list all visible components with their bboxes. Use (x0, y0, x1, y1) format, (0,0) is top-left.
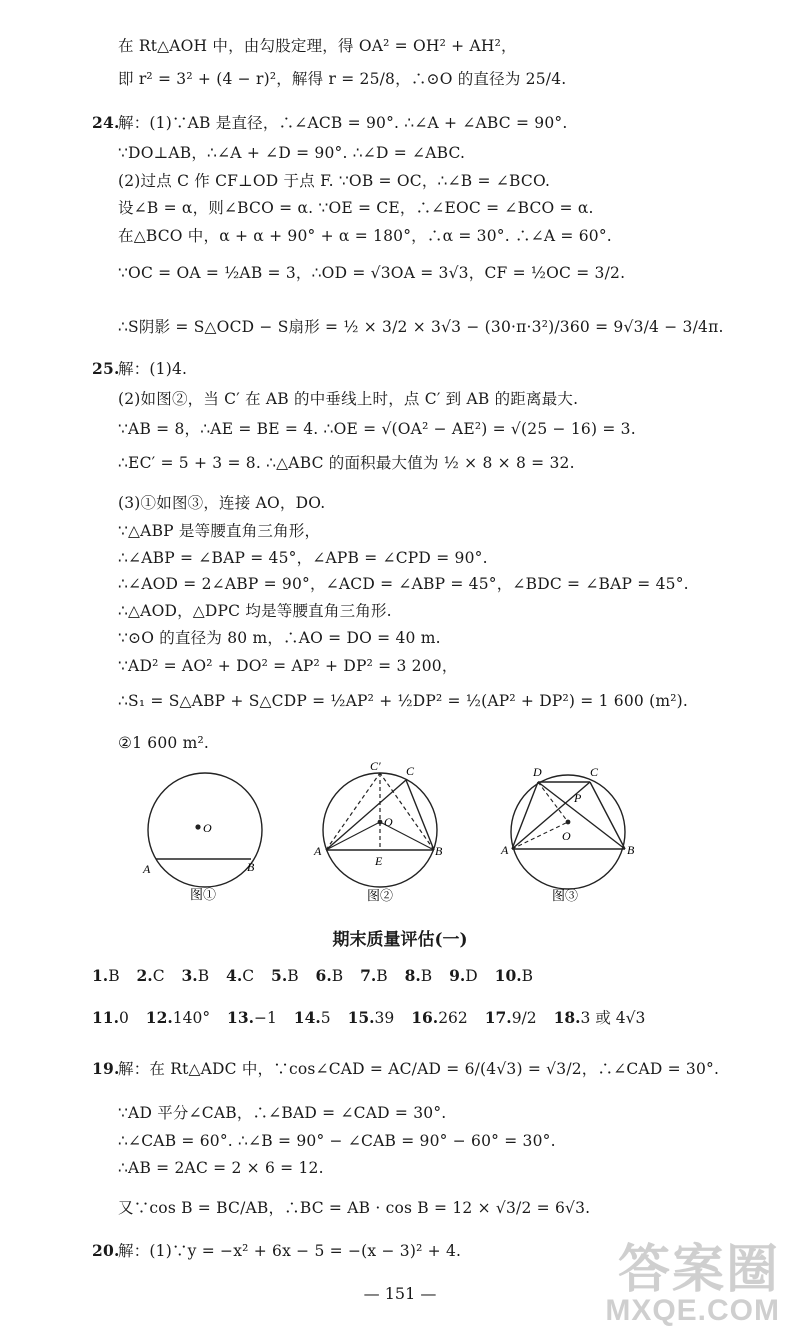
label-c-prime: C′ (370, 759, 381, 773)
label-b: B (435, 844, 443, 858)
text-line: 解：(1)4. (118, 360, 188, 378)
answer-number: 5. (271, 966, 288, 985)
text-line: ∴∠AOD = 2∠ABP = 90°，∠ACD = ∠ABP = 45°，∠BDC = ∠BAP = 45°. (118, 575, 689, 593)
label-a: A (314, 844, 322, 858)
label-a: A (501, 843, 509, 857)
label-b: B (247, 860, 255, 874)
answer-number: 7. (360, 966, 377, 985)
text-line: (2)过点 C 作 CF⊥OD 于点 F. ∵OB = OC，∴∠B = ∠BCO. (118, 172, 551, 190)
answer-value: 0 (118, 1009, 129, 1027)
problem-number: 25. (92, 359, 120, 378)
watermark-text: 答案圈 (617, 1241, 780, 1299)
label-o: O (562, 829, 571, 843)
watermark-url: MXQE.COM (605, 1294, 780, 1327)
text-line: ∴S₁ = S△ABP + S△CDP = ½AP² + ½DP² = ½(AP² + DP²) = 1 600 (m²). (118, 692, 688, 710)
text-line: ∴∠ABP = ∠BAP = 45°，∠APB = ∠CPD = 90°. (118, 549, 488, 567)
label-o: O (384, 815, 393, 829)
text-line: 解：(1)∵AB 是直径，∴∠ACB = 90°. ∴∠A + ∠ABC = 90°. (118, 114, 568, 132)
answer-number: 17. (484, 1008, 512, 1027)
figure-caption: 图② (367, 888, 394, 903)
text-line: 在 Rt△AOH 中，由勾股定理，得 OA² = OH² + AH²， (118, 37, 517, 55)
answer-number: 4. (226, 966, 243, 985)
answer-value: C (242, 967, 255, 985)
answer-number: 14. (293, 1008, 321, 1027)
text-line: 解：(1)∵y = −x² + 6x − 5 = −(x − 3)² + 4. (118, 1242, 462, 1260)
text-line: ∵OC = OA = ½AB = 3，∴OD = √3OA = 3√3，CF = ½OC = 3/2. (118, 264, 626, 282)
page-number: — 151 — (363, 1284, 437, 1303)
text-line: ∵AD² = AO² + DO² = AP² + DP² = 3 200， (118, 657, 458, 675)
answer-number: 16. (411, 1008, 439, 1027)
label-d: D (533, 765, 542, 779)
answer-value: 5 (320, 1009, 331, 1027)
text-line: 设∠B = α，则∠BCO = α. ∵OE = CE，∴∠EOC = ∠BCO = α. (118, 199, 594, 217)
label-e: E (375, 854, 383, 868)
answer-value: 262 (438, 1009, 468, 1027)
text-line: ∴AB = 2AC = 2 × 6 = 12. (118, 1159, 324, 1177)
answer-value: 3 或 4√3 (580, 1009, 646, 1027)
answer-value: B (376, 967, 388, 985)
answer-number: 3. (181, 966, 198, 985)
answer-value: −1 (254, 1009, 277, 1027)
answer-number: 9. (449, 966, 466, 985)
label-b: B (627, 843, 635, 857)
answer-value: B (420, 967, 433, 985)
answer-number: 10. (494, 966, 522, 985)
problem-number: 24. (92, 113, 120, 132)
figure-1 (135, 772, 285, 907)
text-line: ∵AB = 8，∴AE = BE = 4. ∴OE = √(OA² − AE²) = √(25 − 16) = 3. (118, 420, 636, 438)
answer-number: 2. (136, 966, 153, 985)
text-line: ∴△AOD，△DPC 均是等腰直角三角形. (118, 602, 392, 620)
answer-value: B (521, 967, 534, 985)
text-line: ∴EC′ = 5 + 3 = 8. ∴△ABC 的面积最大值为 ½ × 8 × 8 = 32. (118, 454, 575, 472)
answer-value: B (287, 967, 299, 985)
text-line: ∵△ABP 是等腰直角三角形， (118, 522, 321, 540)
text-line: ∵AD 平分∠CAB，∴∠BAD = ∠CAD = 30°. (118, 1104, 447, 1122)
answer-value: C (152, 967, 165, 985)
text-line: ∴S阴影 = S△OCD − S扇形 = ½ × 3/2 × 3√3 − (30·π·3²)/360 = 9√3/4 − 3/4π. (118, 318, 724, 336)
answer-number: 11. (92, 1008, 119, 1027)
text-line: 即 r² = 3² + (4 − r)²，解得 r = 25/8，∴⊙O 的直径为 25/4. (118, 70, 567, 88)
label-c: C (406, 764, 415, 778)
answer-value: 9/2 (511, 1009, 537, 1027)
text-line: 又∵cos B = BC/AB，∴BC = AB · cos B = 12 × √3/2 = 6√3. (118, 1199, 591, 1217)
figure-caption: 图① (190, 887, 217, 902)
answer-number: 12. (145, 1008, 173, 1027)
label-p: P (574, 791, 582, 805)
label-o: O (203, 821, 212, 835)
watermark-logo (605, 1241, 780, 1327)
answer-value: B (331, 967, 344, 985)
answer-number: 13. (227, 1008, 254, 1027)
answer-value: D (465, 967, 478, 985)
answer-value: 140° (172, 1009, 211, 1027)
text-line: 在△BCO 中，α + α + 90° + α = 180°，∴α = 30°. ∴∠A = 60°. (118, 227, 612, 245)
problem-number: 20. (92, 1241, 120, 1260)
text-line: (2)如图②，当 C′ 在 AB 的中垂线上时，点 C′ 到 AB 的距离最大. (118, 390, 579, 408)
figure-2 (310, 758, 460, 908)
text-line: ②1 600 m². (118, 734, 210, 752)
answer-number: 18. (553, 1008, 581, 1027)
answers-row-1 (92, 966, 533, 985)
text-line: 解：在 Rt△ADC 中，∵cos∠CAD = AC/AD = 6/(4√3) = √3/2，∴∠CAD = 30°. (118, 1060, 720, 1078)
answer-number: 8. (404, 966, 421, 985)
answer-number: 1. (92, 966, 109, 985)
answer-value: B (197, 967, 210, 985)
figure-caption: 图③ (552, 888, 579, 903)
answer-number: 6. (315, 966, 332, 985)
text-line: ∵DO⊥AB，∴∠A + ∠D = 90°. ∴∠D = ∠ABC. (118, 144, 466, 162)
section-title: 期末质量评估(一) (332, 930, 468, 950)
text-line: (3)①如图③，连接 AO，DO. (118, 494, 326, 512)
answer-value: 39 (374, 1009, 395, 1027)
label-a: A (143, 862, 151, 876)
answer-number: 15. (347, 1008, 375, 1027)
text-line: ∴∠CAB = 60°. ∴∠B = 90° − ∠CAB = 90° − 60° = 30°. (118, 1132, 556, 1150)
answer-value: B (108, 967, 120, 985)
answers-row-2 (92, 1006, 645, 1028)
text-line: ∵⊙O 的直径为 80 m，∴AO = DO = 40 m. (118, 629, 441, 647)
problem-number: 19. (92, 1059, 120, 1078)
label-c: C (590, 765, 599, 779)
figure-3 (500, 760, 660, 908)
